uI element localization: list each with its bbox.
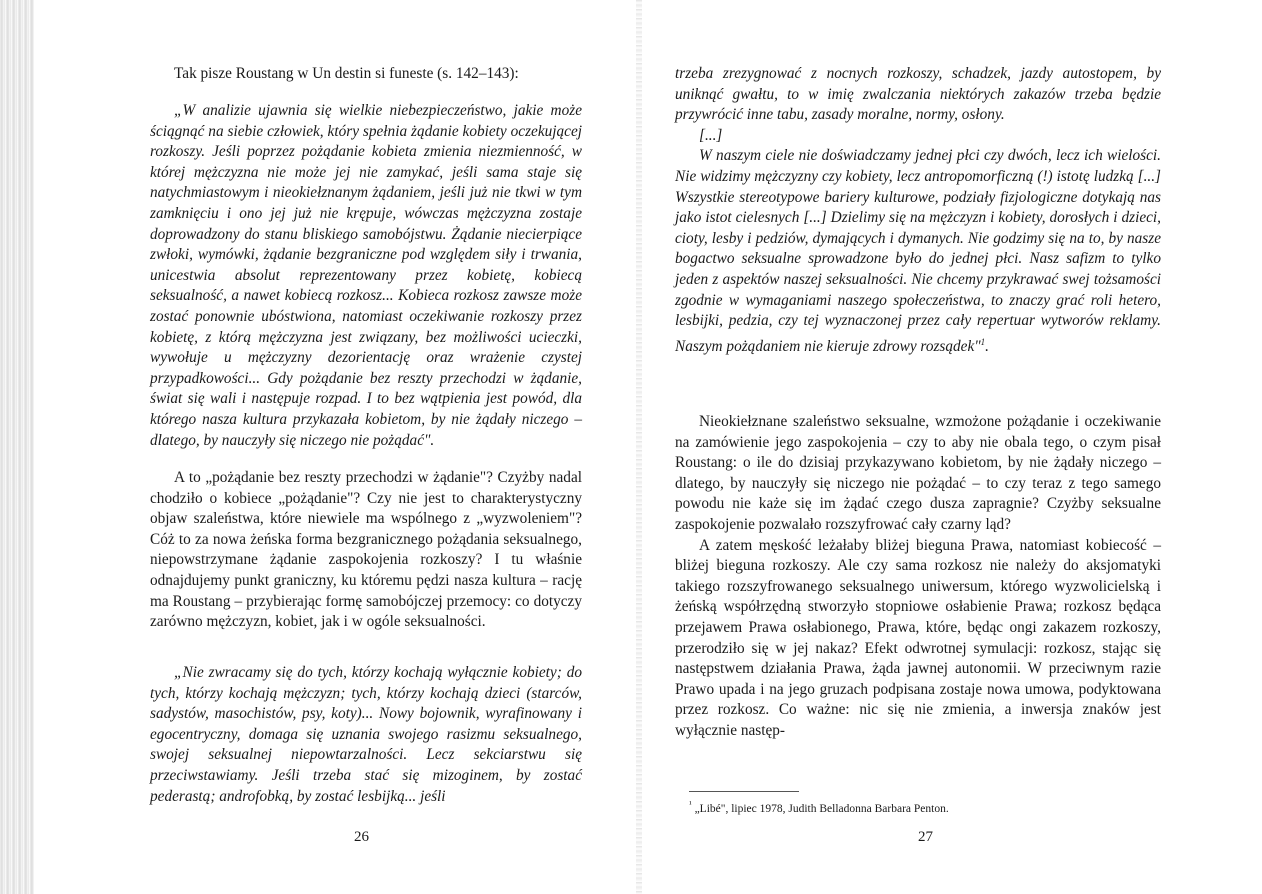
paragraph-right-1-text: Nieokiełznane szaleństwo seksualne, wzmożone pożądanie i oczekiwanie na zamówienie jego zaspokojenia – czy to aby nie obala tego, o czym pisał Roustang: o ile do dzisiaj przykazywano kobietom, by nie żądały niczego – dlatego, by nauczyły się niczego nie pożądać – to czy teraz z tego samego powodu nie każe się im żądać czego dusza zapragnie? Czyżby seksualne zaspokojenie pozwalało rozszyfrować cały czarny ląd?: [675, 413, 1161, 533]
page-number-left: 26: [354, 829, 369, 845]
body-paragraph-1: [150, 468, 582, 633]
quote-continuation-text: trzeba zrezygnować z nocnych rozkoszy, schadzek, jazdy autostopem, by uniknąć gwałtu, to w imię zwalczania niektórych zakazów trzeba będzie przywrócić inne tabu, zasady moralne, normy, osłony.: [675, 65, 1161, 124]
paragraph-1-text: A to „pożądanie bez reszty przechodzi w żądanie"? Czyżby nadal chodziło o kobiece „pożądanie"? Czy nie jest to charakterystyczny objaw szaleństwa, które niewiele ma wspólnego z „wyzwoleniem"? Cóż to za nowa żeńska forma bezgranicznego pożądania seksualnego, niepowstrzymane żądanie zaspokojenia rozkoszy? I tu właśnie odnajdujemy punkt graniczny, ku któremu pędzi nasza kultura – rację ma Roustang – przybierając formę samobójczej przemocy: co dotyczy zarówno mężczyzn, kobiet, jak i w ogóle seksualności.: [150, 469, 582, 631]
footnote-text: „Libé", lipiec 1978, Judith Belladonna Barbara Penton.: [694, 802, 949, 815]
quote-continuation: [675, 64, 1161, 357]
quote-continuation-2-text: W naszym ciele nie doświadczamy jednej płci czy dwóch, lecz ich wielości. Nie widzimy mężczyzny czy kobiety, lecz antropomorficzną (!) istotę ludzką [...] Wszystkie stereotypowe bariery kulturowe, podziały fizjologiczne dotykają nas jako istot cielesnych [...] Dzielimy się na mężczyzn i kobiety, dorosłych i dzieci, cioty, lesby i pedziów, dymających i dymanych. Nie godzimy się na to, by nasze bogactwo seksualne sprowadzone było do jednej płci. Nasz safizm to tylko jeden z aspektów naszej seksualności. Nie chcemy przykrawać swej tożsamości zgodnie w wymaganiami naszego społeczeństwa, to znaczy grać roli hetero, lesbijki, pedzia, czy tej wyznaczonej przez cały repertuar wytworów reklamy. Naszym pożądaniem nie kieruje zdrowy rozsądek": [675, 147, 1161, 355]
quote-block-2: [150, 663, 582, 807]
quote-2-text: „Nie zwracamy się do tych, którzy kochają wyłącznie kobiety; do tych, którzy kochają mężczyzn; tych, którzy kochają dzieci (starców, sadystów, masochistów, psy, koty)... Nowy bojownik, wyrafinowany i egocentryczny, domaga się uznania swojego rasizmu seksualnego, swojej seksualnej niepowtarzalności. Lecz sekciarstwu się przeciwstawiamy. Jeśli trzeba stać się mizoginem, by zostać pederastą; androfobką, by zostać lesbijką... jeśli: [150, 664, 582, 805]
intro-text: Tak pisze Roustang w Un destin si funeste (s. 142–143):: [174, 65, 519, 82]
page-number-right: 27: [918, 829, 933, 845]
body-paragraphs-right: [675, 412, 1161, 742]
paragraph-right-2-text: A zatem męskość leżałaby bliżej bieguna Prawa, natomiast kobiecość – bliżej bieguna rozkoszy. Ale czy sama rozkosz nie należy do aksjomatyki takiego rozszyfrowanego seksualnego uniwersum, którego wyzwolicielską i żeńską współrzędną stworzyło stopniowe osłabienie Prawa; rozkosz będąca przejawem Prawa osłabionego, Prawa, które, będąc ongi zakazem rozkoszy, przerodziło się w jej nakaz? Efekt odwrotnej symulacji: rozkosz, stając się następstwem działania Prawa, żąda jawnej autonomii. W przeciwnym razie Prawo upada i na jego gruzach podpisana zostaje nowa umowa, podyktowana przez rozkosz. Co ważne: nic się nie zmienia, a inwersja znaków jest wyłącznie następ-: [675, 536, 1161, 739]
footnote: [689, 797, 949, 816]
scan-edge-shadow: [0, 0, 34, 894]
quote-ellipsis: [...]: [699, 126, 723, 144]
footnote-reference: 1: [980, 336, 986, 347]
quote-block-1: [150, 101, 582, 451]
intro-line: [150, 64, 582, 85]
footnote-marker: ¹: [689, 799, 692, 809]
right-page: [631, 0, 1262, 894]
quote-1-text: „W analizie ujawnia się wielkie niebezpieczeństwo, jakie może ściągnąć na siebie człowiek, który spełnia żądanie kobiety oczekującej rozkoszy. Jeśli poprzez pożądanie kobieta zmienia niezmienność, w której mężczyzna nie może jej nie zamykać, jeśli sama staje się natychmiastowym i nieokiełznanym żądaniem, jeśli już nie tkwi w tym zamknięciu i ono jej już nie krępuje, wówczas mężczyzna zostaje doprowadzony do stanu bliskiego samobójstwu. Żądanie niecierpiące zwłoki, wymówki, żądanie bezgraniczne pod względem siły i trwania, unicestwia absolut reprezentowany przez kobietę, kobiecą seksualność, a nawet kobiecą rozkosz... Kobieca rozkosz zawsze może zostać ponownie ubóstwiona, natomiast oczekiwanie rozkoszy przez kobietę, z którą mężczyzna jest związany, bez możliwości ucieczki, wywołuje u mężczyzny dezorientację oraz wrażenie czystej przypadkowości... Gdy pożądanie bez reszty przechodzi w żądanie, świat się wali i następuje rozpad. I to bez wątpienia jest powód, dla którego nasza kultura przykazała kobietom, by nie żądały niczego – dlatego, by nauczyły się niczego nie pożądać".: [150, 102, 582, 449]
quote-continuation-2: W naszym ciele nie doświadczamy jednej płci czy dwóch, lecz ich wielości. Nie widzimy mężczyzny czy kobiety, lecz antropomorficzną (!) istotę ludzką [...] Wszystkie stereotypowe bariery kulturowe, podziały fizjologiczne dotykają nas jako istot cielesnych [...] Dzielimy się na mężczyzn i kobiety, dorosłych i dzieci, cioty, lesby i pedziów, dymających i dymanych. Nie godzimy się na to, by nasze bogactwo seksualne sprowadzone było do jednej płci. Nasz safizm to tylko jeden z aspektów naszej seksualności. Nie chcemy przykrawać swej tożsamości zgodnie w wymaganiami naszego społeczeństwa, to znaczy grać roli hetero, lesbijki, pedzia, czy tej wyznaczonej przez cały repertuar wytworów reklamy. Naszym pożądaniem nie kieruje zdrowy rozsądek"$^1$.: [675, 147, 1161, 355]
footnote-rule: [689, 791, 799, 792]
